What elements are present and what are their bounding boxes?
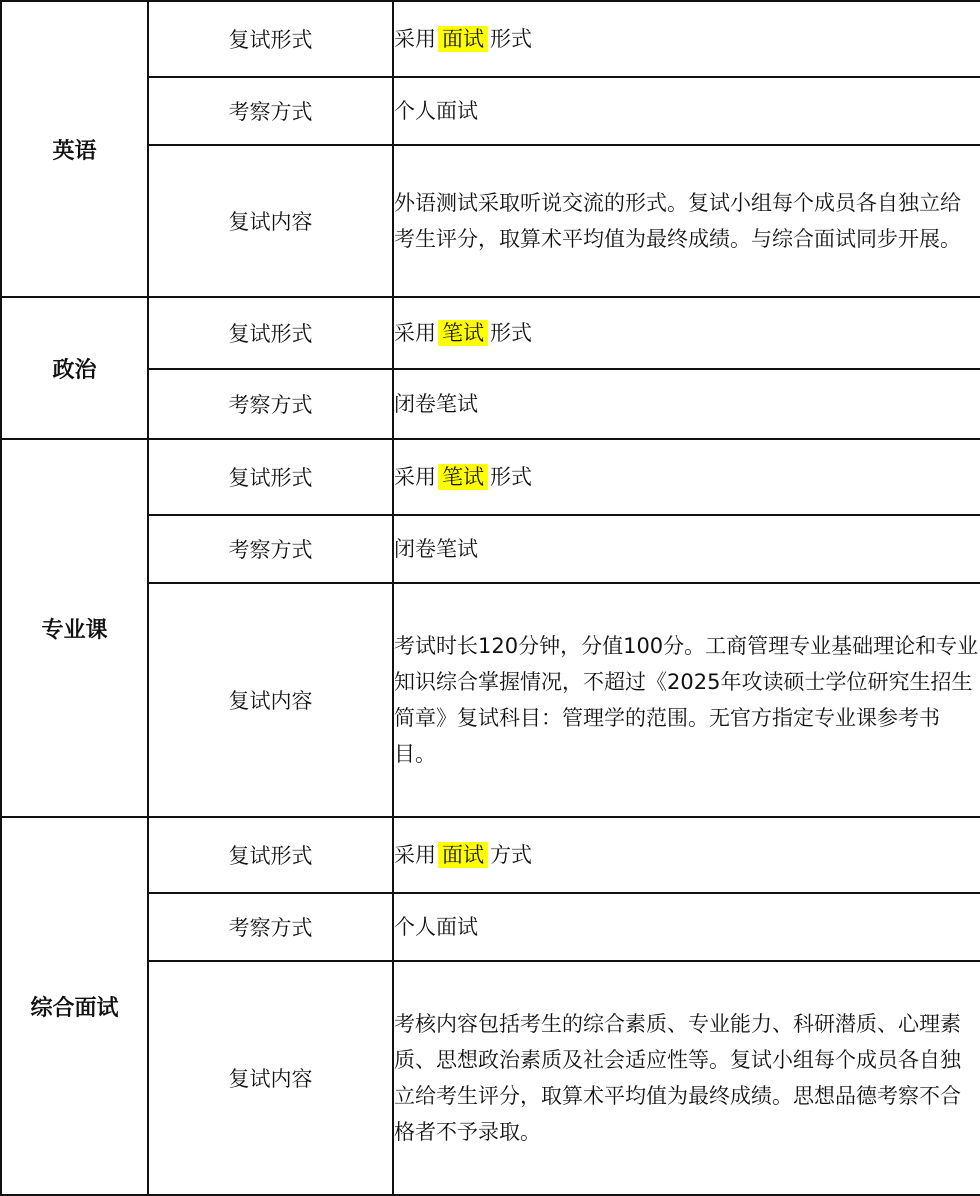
value-prefix: 采用: [394, 465, 436, 489]
table-row: [1, 1, 980, 77]
value-cell: 考核内容包括考生的综合素质、专业能力、科研潜质、心理素质、思想政治素质及社会适应性等。复试小组每个成员各自独立给考生评分，取算术平均值为最终成绩。思想品德考察不合格者不予录取。: [393, 961, 980, 1195]
value-suffix: 形式: [490, 321, 532, 345]
table-row: [1, 369, 980, 439]
table-row: [1, 297, 980, 369]
table-row: [1, 583, 980, 817]
value-suffix: 形式: [490, 27, 532, 51]
highlighted-method: 面试: [438, 842, 488, 868]
table-row: [1, 961, 980, 1195]
subject-cell: 综合面试: [1, 817, 148, 1195]
item-label: 考察方式: [148, 369, 393, 439]
value-suffix: 方式: [490, 843, 532, 867]
value-cell: 闭卷笔试: [393, 515, 980, 583]
highlighted-method: 笔试: [438, 464, 488, 490]
table-row: [1, 77, 980, 145]
value-cell: [393, 297, 980, 369]
item-label: 考察方式: [148, 515, 393, 583]
value-cell: [393, 817, 980, 893]
item-label: 复试形式: [148, 297, 393, 369]
table-row: [1, 893, 980, 961]
value-prefix: 采用: [394, 321, 436, 345]
item-label: 复试内容: [148, 145, 393, 297]
value-prefix: 采用: [394, 843, 436, 867]
value-cell: 外语测试采取听说交流的形式。复试小组每个成员各自独立给考生评分，取算术平均值为最终成绩。与综合面试同步开展。: [393, 145, 980, 297]
table-row: [1, 817, 980, 893]
value-cell: 考试时长120分钟，分值100分。工商管理专业基础理论和专业知识综合掌握情况，不超过《2025年攻读硕士学位研究生招生简章》复试科目：管理学的范围。无官方指定专业课参考书目。: [393, 583, 980, 817]
highlighted-method: 笔试: [438, 320, 488, 346]
item-label: 考察方式: [148, 893, 393, 961]
value-prefix: 采用: [394, 27, 436, 51]
item-label: 复试内容: [148, 961, 393, 1195]
value-cell: 个人面试: [393, 77, 980, 145]
value-cell: [393, 439, 980, 515]
value-suffix: 形式: [490, 465, 532, 489]
item-label: 复试形式: [148, 1, 393, 77]
table-row: [1, 439, 980, 515]
item-label: 复试形式: [148, 439, 393, 515]
item-label: 复试形式: [148, 817, 393, 893]
highlighted-method: 面试: [438, 26, 488, 52]
subject-cell: 专业课: [1, 439, 148, 817]
table-row: [1, 515, 980, 583]
value-cell: [393, 1, 980, 77]
table-row: [1, 145, 980, 297]
subject-cell: 英语: [1, 1, 148, 297]
value-cell: 闭卷笔试: [393, 369, 980, 439]
item-label: 复试内容: [148, 583, 393, 817]
value-cell: 个人面试: [393, 893, 980, 961]
subject-cell: 政治: [1, 297, 148, 439]
item-label: 考察方式: [148, 77, 393, 145]
